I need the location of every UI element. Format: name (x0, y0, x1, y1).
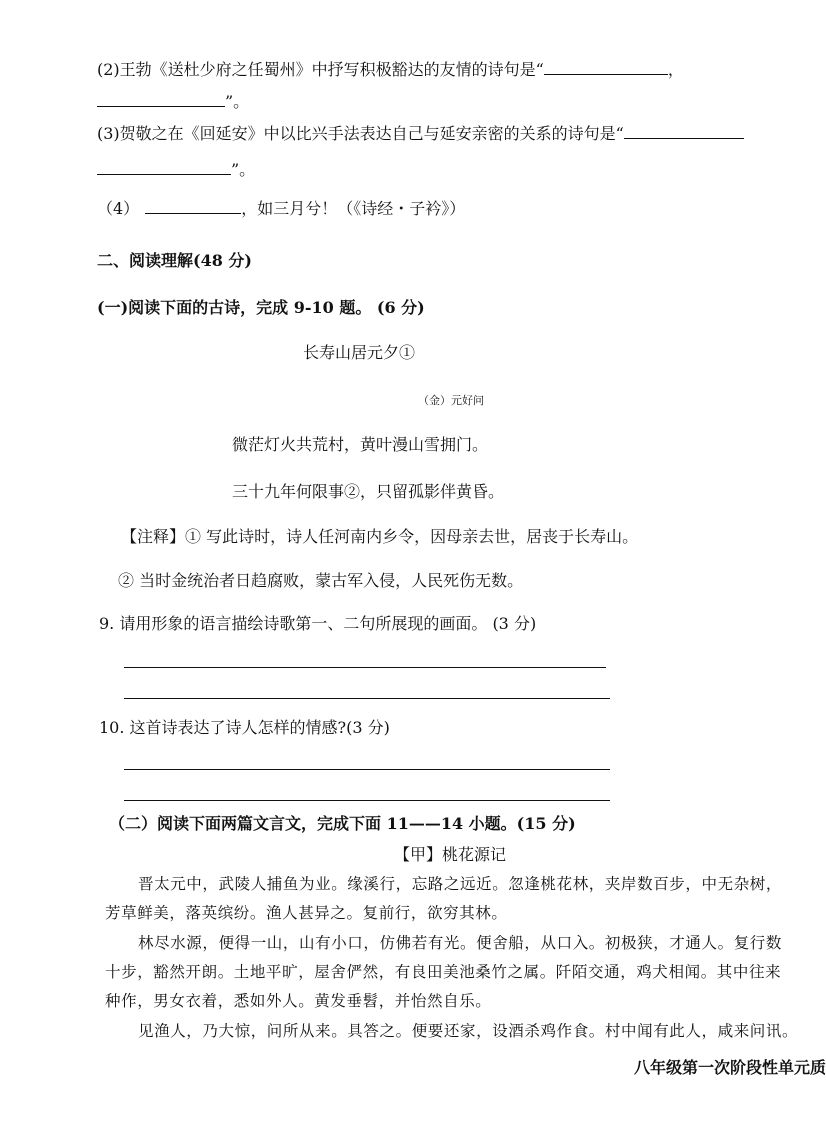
passage-line-4: 十步，豁然开朗。土地平旷，屋舍俨然，有良田美池桑竹之属。阡陌交通，鸡犬相闻。其中往来 (105, 963, 782, 981)
q10-answer-line-1[interactable] (124, 769, 610, 770)
q2-answer-blank-2[interactable] (97, 92, 225, 107)
q3-close: ”。 (231, 160, 256, 179)
fill-question-3 (97, 124, 744, 144)
passage-line-1: 晋太元中，武陵人捕鱼为业。缘溪行，忘路之远近。忽逢桃花林，夹岸数百步，中无杂树， (138, 875, 783, 893)
passage-title: 【甲】桃花源记 (394, 845, 507, 864)
note-1: 【注释】① 写此诗时，诗人任河南内乡令，因母亲去世，居丧于长寿山。 (121, 527, 639, 546)
poem-title: 长寿山居元夕① (303, 343, 416, 362)
poem-line-1: 微茫灯火共荒村，黄叶漫山雪拥门。 (232, 435, 489, 454)
page-footer: 八年级第一次阶段性单元质 (634, 1058, 826, 1077)
q4-answer-blank[interactable] (145, 199, 241, 214)
q3-answer-blank-2[interactable] (97, 160, 231, 175)
q9-answer-line-1[interactable] (124, 667, 606, 668)
q10-answer-line-2[interactable] (124, 800, 610, 801)
q2-end-mark: ， (667, 60, 684, 79)
question-10: 10. 这首诗表达了诗人怎样的情感?(3 分) (99, 718, 390, 737)
q4-tail: ，如三月兮！（《诗经・子衿》） (241, 199, 466, 218)
passage-line-6: 见渔人，乃大惊，问所从来。具答之。便要还家，设酒杀鸡作食。村中闻有此人，咸来问讯。 (138, 1022, 799, 1040)
q2-answer-blank-1[interactable] (544, 60, 668, 75)
poem-author: （金）元好问 (418, 394, 484, 407)
q4-number: （4） (97, 199, 140, 218)
note-2: ② 当时金统治者日趋腐败，蒙古军入侵，人民死伤无数。 (118, 571, 524, 590)
fill-question-2 (97, 60, 684, 80)
fill-question-4 (97, 199, 465, 219)
question-9: 9. 请用形象的语言描绘诗歌第一、二句所展现的画面。 (3 分) (99, 614, 537, 633)
q3-text: (3)贺敬之在《回延安》中以比兴手法表达自己与延安亲密的关系的诗句是“ (97, 124, 624, 143)
q3-answer-blank-1[interactable] (624, 124, 744, 139)
q9-answer-line-2[interactable] (124, 698, 610, 699)
part-1-heading: (一)阅读下面的古诗，完成 9-10 题。 (6 分) (97, 298, 425, 317)
q2-close: ”。 (225, 92, 250, 111)
passage-line-3: 林尽水源，便得一山，山有小口，仿佛若有光。便舍船，从口入。初极狭，才通人。复行数 (138, 934, 783, 952)
part-2-heading: （二）阅读下面两篇文言文，完成下面 11——14 小题。(15 分) (109, 814, 576, 833)
fill-question-3-cont (97, 160, 255, 180)
passage-line-5: 种作，男女衣着，悉如外人。黄发垂髫，并怡然自乐。 (105, 992, 492, 1010)
passage-line-2: 芳草鲜美，落英缤纷。渔人甚异之。复前行，欲穷其林。 (105, 904, 508, 922)
q2-text: (2)王勃《送杜少府之任蜀州》中抒写积极豁达的友情的诗句是“ (97, 60, 544, 79)
section-2-heading: 二、阅读理解(48 分) (97, 251, 252, 270)
fill-question-2-cont (97, 92, 249, 112)
poem-line-2: 三十九年何限事②，只留孤影伴黄昏。 (232, 482, 505, 501)
